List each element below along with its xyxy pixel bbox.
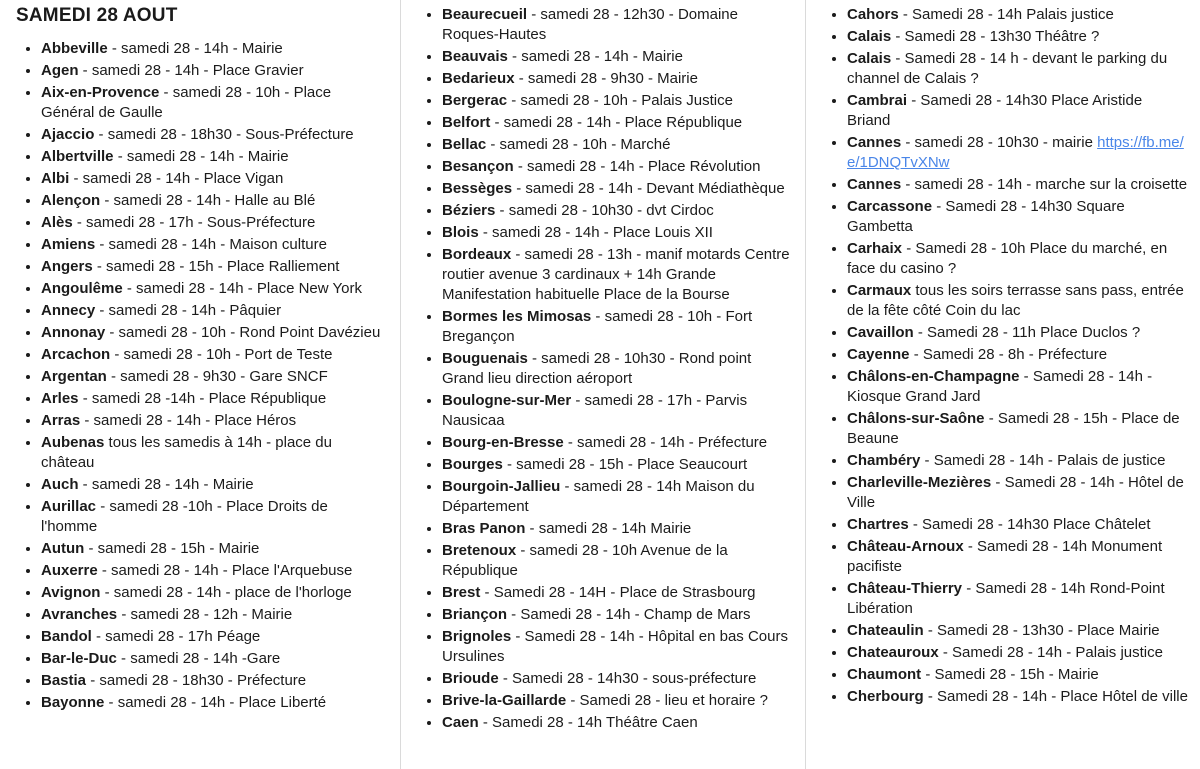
entry-details: - samedi 28 - 10h - Marché	[486, 136, 671, 153]
list-item	[847, 473, 1188, 513]
list-item	[442, 519, 793, 539]
list-item	[41, 39, 388, 59]
city-name: Bras Panon	[442, 520, 526, 537]
entry-details: - Samedi 28 - 14 h - devant le parking du channel de Calais ?	[847, 50, 1168, 87]
city-name: Bourg-en-Bresse	[442, 434, 564, 451]
entry-details: - samedi 28 - 14h Maison du Département	[442, 478, 755, 515]
list-item	[41, 323, 388, 343]
entry-details: - samedi 28 - 14h - Place Gravier	[78, 62, 304, 79]
list-item	[442, 179, 793, 199]
city-name: Chambéry	[847, 452, 921, 469]
list-item	[847, 451, 1188, 471]
entry-details: - samedi 28 - 15h - Place Ralliement	[92, 258, 340, 275]
entry-details: - samedi 28 - 12h - Mairie	[117, 606, 293, 623]
list-item	[847, 133, 1188, 173]
list-item	[442, 349, 793, 389]
list-item	[847, 665, 1188, 685]
list-item	[847, 175, 1188, 195]
entry-details: - Samedi 28 - 13h30 - Place Mairie	[923, 622, 1160, 639]
city-name: Annonay	[41, 324, 106, 341]
city-name: Calais	[847, 50, 892, 67]
list-item	[442, 5, 793, 45]
city-name: Avranches	[41, 606, 118, 623]
list-item	[847, 621, 1188, 641]
entry-details: - samedi 28 - 10h - Rond Point Davézieu	[105, 324, 381, 341]
entry-details: - samedi 28 - 14h - Halle au Blé	[100, 192, 316, 209]
city-name: Bellac	[442, 136, 487, 153]
list-item	[41, 61, 388, 81]
city-name: Bourges	[442, 456, 503, 473]
entry-details: - samedi 28 - 14h - Place l'Arquebuse	[97, 562, 353, 579]
city-name: Aix-en-Provence	[41, 84, 160, 101]
city-name: Carcassone	[847, 198, 933, 215]
list-item	[442, 223, 793, 243]
entry-details: - Samedi 28 - 10h Place du marché, en face du casino ?	[847, 240, 1168, 277]
city-name: Cavaillon	[847, 324, 914, 341]
entry-details: - samedi 28 - 14h - Préfecture	[563, 434, 768, 451]
city-name: Besançon	[442, 158, 514, 175]
list-item	[442, 433, 793, 453]
city-name: Bergerac	[442, 92, 508, 109]
city-name: Aurillac	[41, 498, 97, 515]
city-name: Arras	[41, 412, 81, 429]
list-item	[41, 279, 388, 299]
list-item	[442, 627, 793, 667]
entry-details: - Samedi 28 - 14h30 Square Gambetta	[847, 198, 1125, 235]
list-item	[442, 669, 793, 689]
list-item	[41, 169, 388, 189]
entry-details: - Samedi 28 - 14h Rond-Point Libération	[847, 580, 1165, 617]
entry-details: - samedi 28 - 14h Mairie	[525, 520, 692, 537]
entry-details: - Samedi 28 - 14h Palais justice	[898, 6, 1114, 23]
city-name: Albi	[41, 170, 70, 187]
city-name: Calais	[847, 28, 892, 45]
list-item	[41, 475, 388, 495]
city-name: Bedarieux	[442, 70, 515, 87]
entry-details: - Samedi 28 - 14h - Champ de Mars	[507, 606, 751, 623]
list-item	[41, 213, 388, 233]
list-item	[41, 83, 388, 123]
city-name: Bourgoin-Jallieu	[442, 478, 561, 495]
city-name: Château-Arnoux	[847, 538, 964, 555]
list-item	[442, 541, 793, 581]
list-item	[41, 627, 388, 647]
entry-details: - Samedi 28 - 13h30 Théâtre ?	[891, 28, 1100, 45]
facebook-link[interactable]: https://fb.me/e/1DNQTvXNw	[847, 134, 1184, 171]
list-item	[442, 201, 793, 221]
city-name: Brignoles	[442, 628, 512, 645]
list-item	[442, 307, 793, 347]
entry-details: - samedi 28 - 14h - Mairie	[113, 148, 289, 165]
entry-details: - Samedi 28 - 15h - Mairie	[921, 666, 1099, 683]
city-name: Brioude	[442, 670, 499, 687]
city-list-b	[415, 5, 793, 733]
city-name: Beaurecueil	[442, 6, 528, 23]
entry-details: - Samedi 28 - 14h - Place Hôtel de ville	[923, 688, 1188, 705]
entry-details: tous les soirs terrasse sans pass, entrée de la fête côté Coin du lac	[847, 282, 1184, 319]
list-item	[847, 49, 1188, 89]
entry-details: - samedi 28 - 14h - Mairie	[107, 40, 283, 57]
list-item	[847, 281, 1188, 321]
page-title: SAMEDI 28 AOUT	[16, 5, 178, 26]
entry-details: - samedi 28 - 9h30 - Gare SNCF	[106, 368, 328, 385]
list-item	[41, 389, 388, 409]
entry-details: - Samedi 28 - lieu et horaire ?	[566, 692, 768, 709]
city-name: Alès	[41, 214, 73, 231]
city-name: Bretenoux	[442, 542, 517, 559]
entry-details: - Samedi 28 - 14h Monument pacifiste	[847, 538, 1163, 575]
list-item	[442, 455, 793, 475]
list-item	[847, 579, 1188, 619]
entry-details: - samedi 28 - 14h - Place Liberté	[104, 694, 327, 711]
list-item	[41, 561, 388, 581]
city-name: Bouguenais	[442, 350, 528, 367]
entry-details: - samedi 28 - 17h - Parvis Nausicaa	[442, 392, 748, 429]
entry-details: - samedi 28 - 10h30 - mairie	[901, 134, 1093, 151]
entry-details: - samedi 28 - 14h - Place New York	[122, 280, 362, 297]
city-name: Beauvais	[442, 48, 508, 65]
entry-details: - samedi 28 - 14h - Mairie	[507, 48, 683, 65]
city-name: Charleville-Mezières	[847, 474, 992, 491]
city-name: Bar-le-Duc	[41, 650, 117, 667]
city-name: Chartres	[847, 516, 909, 533]
list-item	[41, 671, 388, 691]
city-name: Caen	[442, 714, 479, 731]
city-name: Carmaux	[847, 282, 912, 299]
city-name: Bordeaux	[442, 246, 512, 263]
list-item	[442, 477, 793, 517]
entry-details: - samedi 28 - 14h - marche sur la croisette	[901, 176, 1188, 193]
column-3	[805, 0, 1200, 769]
list-item	[41, 433, 388, 473]
city-name: Chateaulin	[847, 622, 924, 639]
list-item	[847, 409, 1188, 449]
city-name: Bandol	[41, 628, 92, 645]
list-item	[442, 391, 793, 431]
list-item	[442, 583, 793, 603]
entry-details: - samedi 28 - 10h30 - Rond point Grand lieu direction aéroport	[442, 350, 752, 387]
entry-details: - samedi 28 - 10h - Fort Bregançon	[442, 308, 753, 345]
list-item	[847, 27, 1188, 47]
list-item	[442, 713, 793, 733]
city-name: Amiens	[41, 236, 96, 253]
list-item	[442, 91, 793, 111]
city-name: Auxerre	[41, 562, 98, 579]
list-item	[41, 191, 388, 211]
entry-details: - Samedi 28 - 11h Place Duclos ?	[913, 324, 1141, 341]
list-item	[41, 411, 388, 431]
city-name: Blois	[442, 224, 479, 241]
city-name: Angoulême	[41, 280, 123, 297]
city-name: Belfort	[442, 114, 491, 131]
list-item	[847, 537, 1188, 577]
city-name: Bayonne	[41, 694, 105, 711]
entry-details: - samedi 28 - 14h - Place République	[490, 114, 743, 131]
list-item	[847, 367, 1188, 407]
city-name: Brive-la-Gaillarde	[442, 692, 567, 709]
entry-details: - samedi 28 - 17h - Sous-Préfecture	[72, 214, 316, 231]
city-name: Annecy	[41, 302, 96, 319]
list-item	[847, 5, 1188, 25]
entry-details: - samedi 28 -10h - Place Droits de l'homme	[41, 498, 328, 535]
list-item	[442, 245, 793, 305]
entry-details: - Samedi 28 - 14h Théâtre Caen	[478, 714, 698, 731]
city-name: Carhaix	[847, 240, 903, 257]
city-name: Château-Thierry	[847, 580, 963, 597]
city-name: Châlons-en-Champagne	[847, 368, 1020, 385]
city-name: Bessèges	[442, 180, 513, 197]
list-item	[847, 197, 1188, 237]
list-item	[41, 497, 388, 537]
city-list-c	[820, 5, 1188, 707]
city-name: Béziers	[442, 202, 496, 219]
entry-details: tous les samedis à 14h - place du château	[41, 434, 332, 471]
entry-details: - samedi 28 - 15h - Mairie	[84, 540, 260, 557]
city-name: Ajaccio	[41, 126, 95, 143]
list-item	[41, 693, 388, 713]
list-item	[41, 539, 388, 559]
city-name: Boulogne-sur-Mer	[442, 392, 572, 409]
list-item	[41, 147, 388, 167]
entry-details: - samedi 28 - 14h - Place Louis XII	[478, 224, 713, 241]
entry-details: - samedi 28 - 10h - Port de Teste	[110, 346, 333, 363]
entry-details: - samedi 28 - 18h30 - Sous-Préfecture	[94, 126, 354, 143]
entry-details: - samedi 28 - 17h Péage	[91, 628, 261, 645]
column-1	[0, 0, 400, 769]
entry-details: - samedi 28 - 10h - Place Général de Gaulle	[41, 84, 332, 121]
entry-details: - samedi 28 - 14h - Place Vigan	[69, 170, 284, 187]
city-name: Briançon	[442, 606, 508, 623]
entry-details: - Samedi 28 - 14h - Palais justice	[938, 644, 1163, 661]
list-item	[847, 345, 1188, 365]
column-2	[400, 0, 805, 769]
city-name: Cherbourg	[847, 688, 924, 705]
list-item	[442, 113, 793, 133]
list-item	[442, 47, 793, 67]
entry-details: - samedi 28 - 14h - Devant Médiathèque	[512, 180, 785, 197]
list-item	[847, 515, 1188, 535]
list-item	[442, 69, 793, 89]
city-name: Châlons-sur-Saône	[847, 410, 985, 427]
list-item	[847, 687, 1188, 707]
list-item	[41, 605, 388, 625]
city-name: Angers	[41, 258, 93, 275]
list-item	[41, 367, 388, 387]
list-item	[847, 91, 1188, 131]
city-name: Aubenas	[41, 434, 105, 451]
list-item	[41, 125, 388, 145]
city-name: Agen	[41, 62, 79, 79]
city-name: Bormes les Mimosas	[442, 308, 592, 325]
list-item	[41, 649, 388, 669]
city-name: Arcachon	[41, 346, 111, 363]
city-name: Alençon	[41, 192, 101, 209]
entry-details: - Samedi 28 - 14h30 Place Aristide Briand	[847, 92, 1143, 129]
entry-details: - samedi 28 - 14h - Place Héros	[80, 412, 297, 429]
city-name: Brest	[442, 584, 481, 601]
list-item	[442, 691, 793, 711]
list-item	[847, 643, 1188, 663]
city-name: Abbeville	[41, 40, 108, 57]
entry-details: - samedi 28 - 12h30 - Domaine Roques-Hautes	[442, 6, 738, 43]
list-item	[41, 257, 388, 277]
list-item	[41, 583, 388, 603]
list-item	[442, 605, 793, 625]
city-name: Argentan	[41, 368, 107, 385]
entry-details: - samedi 28 - 14h -Gare	[116, 650, 281, 667]
entry-details: - samedi 28 - 18h30 - Préfecture	[86, 672, 307, 689]
entry-details: - samedi 28 - 10h30 - dvt Cirdoc	[495, 202, 714, 219]
entry-details: - samedi 28 - 9h30 - Mairie	[514, 70, 698, 87]
entry-details: - Samedi 28 - 14h30 - sous-préfecture	[498, 670, 757, 687]
entry-details: - Samedi 28 - 14H - Place de Strasbourg	[480, 584, 756, 601]
entry-details: - samedi 28 - 14h - Maison culture	[95, 236, 327, 253]
entry-details: - Samedi 28 - 15h - Place de Beaune	[847, 410, 1180, 447]
city-name: Auch	[41, 476, 79, 493]
list-item	[442, 135, 793, 155]
city-name: Cannes	[847, 176, 902, 193]
entry-details: - samedi 28 - 10h - Palais Justice	[507, 92, 733, 109]
list-item	[41, 235, 388, 255]
entry-details: - samedi 28 -14h - Place République	[78, 390, 327, 407]
entry-details: - samedi 28 - 14h - Place Révolution	[513, 158, 761, 175]
entry-details: - Samedi 28 - 14h - Hôtel de Ville	[847, 474, 1184, 511]
entry-details: - Samedi 28 - 8h - Préfecture	[909, 346, 1108, 363]
list-item	[442, 157, 793, 177]
city-name: Cambrai	[847, 92, 908, 109]
entry-details: - Samedi 28 - 14h - Palais de justice	[920, 452, 1166, 469]
entry-details: - samedi 28 - 14h - Pâquier	[95, 302, 282, 319]
entry-details: - samedi 28 - 10h Avenue de la République	[442, 542, 728, 579]
entry-details: - samedi 28 - 13h - manif motards Centre routier avenue 3 cardinaux + 14h Grande Manifestation habituelle Place de la Bourse	[442, 246, 790, 303]
list-item	[41, 345, 388, 365]
city-name: Chateauroux	[847, 644, 939, 661]
list-item	[847, 239, 1188, 279]
city-name: Cayenne	[847, 346, 910, 363]
entry-details: - samedi 28 - 14h - place de l'horloge	[100, 584, 352, 601]
city-name: Arles	[41, 390, 79, 407]
city-name: Cahors	[847, 6, 899, 23]
city-name: Chaumont	[847, 666, 922, 683]
city-name: Albertville	[41, 148, 114, 165]
list-item	[41, 301, 388, 321]
city-name: Autun	[41, 540, 85, 557]
city-name: Avignon	[41, 584, 101, 601]
entry-details: - Samedi 28 - 14h - Hôpital en bas Cours Ursulines	[442, 628, 788, 665]
entry-details: - Samedi 28 - 14h30 Place Châtelet	[908, 516, 1151, 533]
city-list-a	[14, 39, 388, 713]
city-name: Bastia	[41, 672, 87, 689]
list-item	[847, 323, 1188, 343]
entry-details: - samedi 28 - 14h - Mairie	[78, 476, 254, 493]
city-name: Cannes	[847, 134, 902, 151]
entry-details: - samedi 28 - 15h - Place Seaucourt	[502, 456, 748, 473]
entry-details: - Samedi 28 - 14h - Kiosque Grand Jard	[847, 368, 1153, 405]
